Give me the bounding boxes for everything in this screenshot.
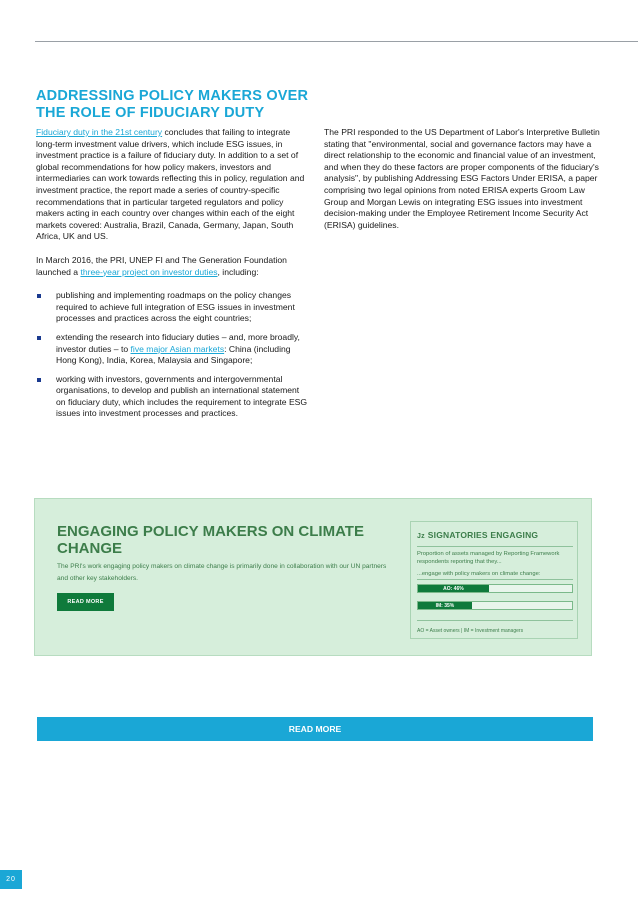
card-question: ...engage with policy makers on climate change: xyxy=(417,571,541,577)
list-item-text: publishing and implementing roadmaps on the policy changes required to achieve full integration of ESG issues in investment processes and practices across the eight countries; xyxy=(56,290,295,324)
paragraph-text: , including: xyxy=(217,266,259,277)
left-column xyxy=(36,127,308,427)
ao-bar-track xyxy=(417,584,573,593)
paragraph-march-2016 xyxy=(36,255,308,278)
signatories-card xyxy=(410,521,578,639)
paragraph-text: concludes that failing to integrate long-term investment value drivers, which include ESG issues, in investment practice is a failure of fiduciary duty. In addition to a set of global recommendations for how policy makers, investors and intermediaries can work towards reflecting this in policy, regulation and investment practice, the report made a series of country-specific recommendations that in particular targeted regulators and policy makers acting in each country over changes within each of the eight markets covered: Australia, Brazil, Canada, Germany, Japan, South Africa, UK and US. xyxy=(36,127,305,242)
investor-duties-link[interactable]: three-year project on investor duties xyxy=(80,266,218,277)
im-bar-label: IM: 35% xyxy=(435,602,455,609)
banner-read-more-button[interactable]: READ MORE xyxy=(57,593,114,611)
read-more-button[interactable]: READ MORE xyxy=(37,717,593,741)
list-item-text: working with investors, governments and intergovernmental organisations, to develop and publish an international statement on fiduciary duty, which includes the requirement to integrate ESG issues into investment processes and practices. xyxy=(56,373,308,419)
card-title-text: SIGNATORIES ENGAGING xyxy=(427,530,539,540)
card-title xyxy=(417,530,538,540)
card-divider xyxy=(417,546,573,547)
list-item-text: extending the research into fiduciary duties – and, more broadly, investor duties – to xyxy=(56,331,300,354)
list-item xyxy=(36,374,308,420)
ao-bar-fill xyxy=(418,585,489,592)
paragraph-erisa: The PRI responded to the US Department of Labor's Interpretive Bulletin stating that "environmental, social and governance factors may have a direct relationship to the economic and financial value of an investment, and when they do these factors are proper components of the fiduciary's analysis", by publishing Addressing ESG Factors Under ERISA, a paper comprising two legal opinions from noted ERISA experts Groom Law Group and Morgan Lewis on integrating ESG issues into investment decision-making under the Employee Retirement Income Security Act (ERISA) guidelines. xyxy=(324,127,600,230)
paragraph-fiduciary xyxy=(36,127,308,243)
paragraph-text: In March 2016, the PRI, UNEP FI and The Generation Foundation launched a xyxy=(36,254,287,277)
signatories-icon: Jz xyxy=(417,533,425,540)
square-bullet-icon xyxy=(37,378,41,382)
ao-bar-label: AO: 46% xyxy=(443,585,464,592)
section-heading: ADDRESSING POLICY MAKERS OVER THE ROLE OF FIDUCIARY DUTY xyxy=(36,88,309,121)
fiduciary-duty-link[interactable]: Fiduciary duty in the 21st century xyxy=(36,127,163,137)
card-footnote: AO = Asset owners | IM = Investment managers xyxy=(417,628,524,634)
list-item xyxy=(36,332,308,367)
card-divider xyxy=(417,620,573,621)
banner-title: ENGAGING POLICY MAKERS ON CLIMATE CHANGE xyxy=(57,523,364,557)
im-bar-fill xyxy=(418,602,472,609)
square-bullet-icon xyxy=(37,294,41,298)
bullet-list xyxy=(36,290,308,420)
right-column xyxy=(324,127,602,243)
card-subtitle: Proportion of assets managed by Reporting Framework respondents reporting that they... xyxy=(417,551,560,565)
list-item xyxy=(36,290,308,325)
climate-banner[interactable] xyxy=(34,498,592,656)
im-bar-track xyxy=(417,601,573,610)
asian-markets-link[interactable]: five major Asian markets xyxy=(130,343,225,354)
banner-text: The PRI's work engaging policy makers on climate change is primarily done in collaboration with our UN partners and other key stakeholders. xyxy=(57,563,387,582)
square-bullet-icon xyxy=(37,336,41,340)
card-divider xyxy=(417,579,573,580)
list-item-text: : China (including Hong Kong), India, Korea, Malaysia and Singapore; xyxy=(56,343,291,366)
top-divider xyxy=(35,41,638,42)
page-number: 20 xyxy=(0,870,22,889)
